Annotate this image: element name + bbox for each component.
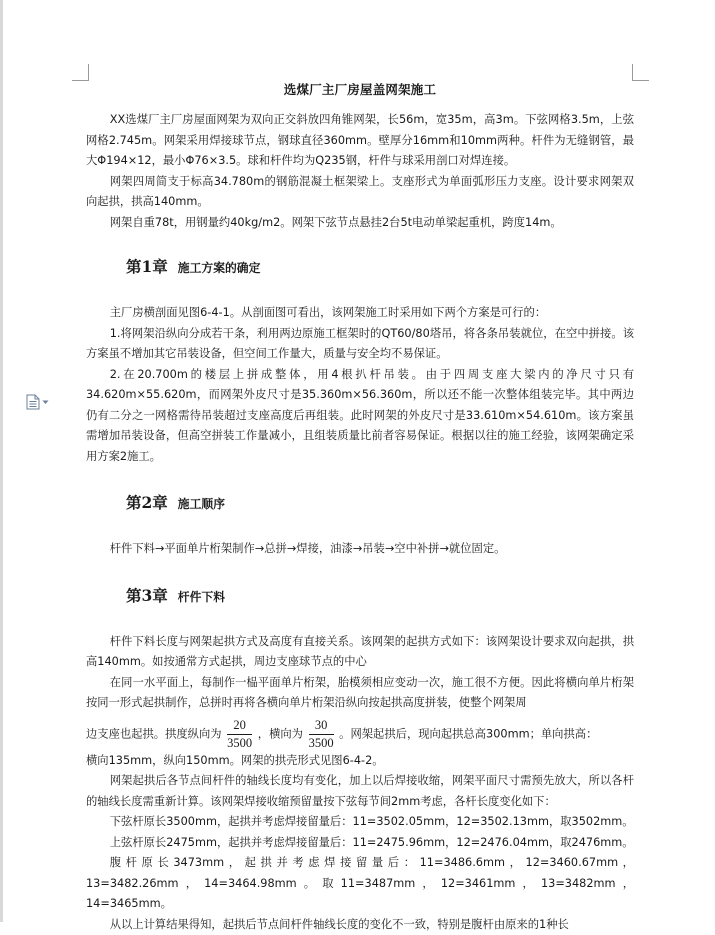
chapter-1-paragraph-1: 主厂房横剖面见图6-4-1。从剖面图可看出，该网架施工时采用如下两个方案是可行的： [86,303,634,324]
chapter-2-heading [126,491,634,513]
chapter-3-paragraph-8: 从以上计算结果得知，起拱后节点间杆件轴线长度的变化不一致，特别是腹杆由原来的1种长 [86,915,634,935]
paragraph-options-icon[interactable] [26,394,52,410]
document-content [86,80,634,935]
chapter-number: 第2章 [126,491,168,513]
chapter-1-paragraph-2: 1.将网架沿纵向分成若干条，利用两边原施工框架时的QT60/80塔吊，将各条吊装就位，在空中拼接。该方案虽不增加其它吊装设备，但空间工作量大，质量与安全均不易保证。 [86,324,634,365]
chapter-3-heading [126,584,634,606]
fraction-denominator: 3500 [309,735,334,751]
fraction-numerator: 20 [227,718,252,735]
camber-fraction-longitudinal [227,718,252,751]
chapter-1-heading [126,255,634,277]
chapter-title: 施工方案的确定 [178,259,261,276]
chapter-3-paragraph-7: 腹杆原长3473mm，起拱并考虑焊接留量后：11=3486.6mm，12=3460.67mm，13=3482.26mm，14=3464.98mm。取11=3487mm，12=3461mm，13=3482mm，14=3465mm。 [86,853,634,915]
chapter-number: 第1章 [126,255,168,277]
page-left-edge [0,0,3,922]
camber-fraction-line [86,718,634,751]
camber-text-before: 边支座也起拱。拱度纵向为 [86,727,222,740]
margin-corner-top-right [632,64,649,81]
fraction-denominator: 3500 [227,735,252,751]
chapter-3-paragraph-4: 网架起拱后各节点间杆件的轴线长度均有变化，加上以后焊接收缩，网架平面尺寸需预先放大，所以各杆的轴线长度需重新计算。该网架焊接收缩预留量按下弦每节间2mm考虑，各杆长度变化如下： [86,771,634,812]
document-title: 选煤厂主厂房屋盖网架施工 [86,80,634,98]
intro-paragraph-3: 网架自重78t，用钢量约40kg/m2。网架下弦节点悬挂2台5t电动单梁起重机，跨度14m。 [86,213,634,234]
camber-text-after: 。网架起拱后，现向起拱总高300mm；单向拱高： [339,727,597,740]
chapter-3-paragraph-2: 在同一水平面上，每制作一榀平面单片桁架，胎模须相应变动一次，施工很不方便。因此将横向单片桁架按同一形式起拱制作，总拼时再将各横向单片桁架沿纵向按起拱高度拼装，使整个网架周 [86,673,634,714]
intro-paragraph-2: 网架四周简支于标高34.780m的钢筋混凝土框架梁上。支座形式为单面弧形压力支座。设计要求网架双向起拱，拱高140mm。 [86,172,634,213]
chapter-3-paragraph-1: 杆件下料长度与网架起拱方式及高度有直接关系。该网架的起拱方式如下：该网架设计要求双向起拱，拱高140mm。如按通常方式起拱，周边支座球节点的中心 [86,632,634,673]
chapter-title: 施工顺序 [178,495,225,512]
chapter-3-paragraph-3: 横向135mm，纵向150mm。网架的拱壳形式见图6-4-2。 [86,751,634,772]
chapter-3-paragraph-5: 下弦杆原长3500mm，起拱并考虑焊接留量后：11=3502.05mm，12=3502.13mm，取3502mm。 [86,812,634,833]
chapter-number: 第3章 [126,584,168,606]
camber-fraction-transverse [309,718,334,751]
intro-paragraph-1: XX选煤厂主厂房屋面网架为双向正交斜放四角锥网架，长56m，宽35m，高3m。下弦网格3.5m，上弦网格2.745m。网架采用焊接球节点，钢球直径360mm。壁厚分16mm和10mm两种。杆件为无缝钢管，最大Φ194×12，最小Φ76×3.5。球和杆件均为Q235钢，杆件与球采用剖口对焊连接。 [86,110,634,172]
document-icon [26,394,40,410]
fraction-numerator: 30 [309,718,334,735]
chapter-title: 杆件下料 [178,588,225,605]
chapter-3-paragraph-6: 上弦杆原长2475mm，起拱并考虑焊接留量后：11=2475.96mm，12=2476.04mm，取2476mm。 [86,833,634,854]
chapter-2-paragraph-1: 杆件下料→平面单片桁架制作→总拼→焊接，油漆→吊装→空中补拼→就位固定。 [86,539,634,560]
chevron-down-icon [42,400,49,405]
chapter-1-paragraph-3: 2.在20.700m的楼层上拼成整体，用4根扒杆吊装。由于四周支座大梁内的净尺寸只有34.620m×55.620m，而网架外皮尺寸是35.360m×56.360m，所以还不能一次整体组装完毕。其中两边仍有二分之一网格需待吊装超过支座高度后再组装。此时网架的外皮尺寸是33.610m×54.610m。该方案虽需增加吊装设备，但高空拼装工作量减小，且组装质量比前者容易保证。根据以往的施工经验，该网架确定采用方案2施工。 [86,365,634,468]
camber-text-middle: ，横向为 [258,727,303,740]
margin-corner-top-left [72,64,89,81]
